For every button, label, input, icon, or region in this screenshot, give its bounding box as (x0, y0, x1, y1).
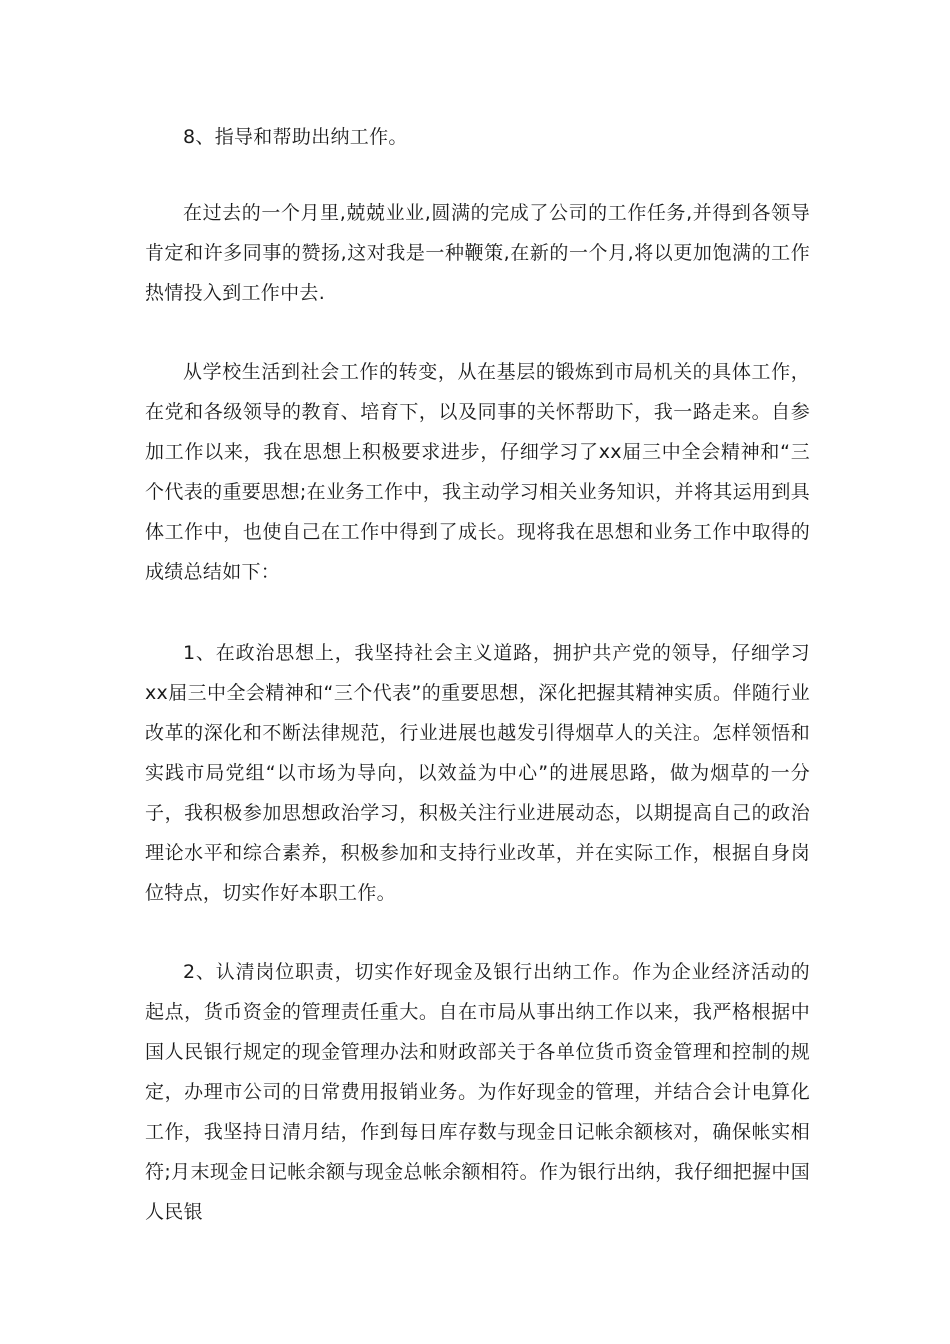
paragraph-political-thought: 1、在政治思想上，我坚持社会主义道路，拥护共产党的领导，仔细学习xx届三中全会精神和“三个代表”的重要思想，深化把握其精神实质。伴随行业改革的深化和不断法律规范，行业进展也越发引得烟草人的关注。怎样领悟和实践市局党组“以市场为导向，以效益为中心”的进展思路，做为烟草的一分子，我积极参加思想政治学习，积极关注行业进展动态，以期提高自己的政治理论水平和综合素养，积极参加和支持行业改革，并在实际工作，根据自身岗位特点，切实作好本职工作。 (145, 642, 810, 904)
paragraph-cashier-duties: 2、认清岗位职责，切实作好现金及银行出纳工作。作为企业经济活动的起点，货币资金的管理责任重大。自在市局从事出纳工作以来，我严格根据中国人民银行规定的现金管理办法和财政部关于各单位货币资金管理和控制的规定，办理市公司的日常费用报销业务。为作好现金的管理，并结合会计电算化工作，我坚持日清月结，作到每日库存数与现金日记帐余额核对，确保帐实相符;月末现金日记帐余额与现金总帐余额相符。作为银行出纳，我仔细把握中国人民银 (145, 961, 810, 1223)
paragraph-item-8: 8、指导和帮助出纳工作。 (183, 126, 408, 148)
paragraph-introduction: 从学校生活到社会工作的转变，从在基层的锻炼到市局机关的具体工作，在党和各级领导的教育、培育下，以及同事的关怀帮助下，我一路走来。自参加工作以来，我在思想上积极要求进步，仔细学习了xx届三中全会精神和“三个代表的重要思想;在业务工作中，我主动学习相关业务知识，并将其运用到具体工作中，也使自己在工作中得到了成长。现将我在思想和业务工作中取得的成绩总结如下： (145, 361, 810, 583)
paragraph-monthly-summary: 在过去的一个月里,兢兢业业,圆满的完成了公司的工作任务,并得到各领导肯定和许多同事的赞扬,这对我是一种鞭策,在新的一个月,将以更加饱满的工作热情投入到工作中去. (145, 202, 810, 304)
